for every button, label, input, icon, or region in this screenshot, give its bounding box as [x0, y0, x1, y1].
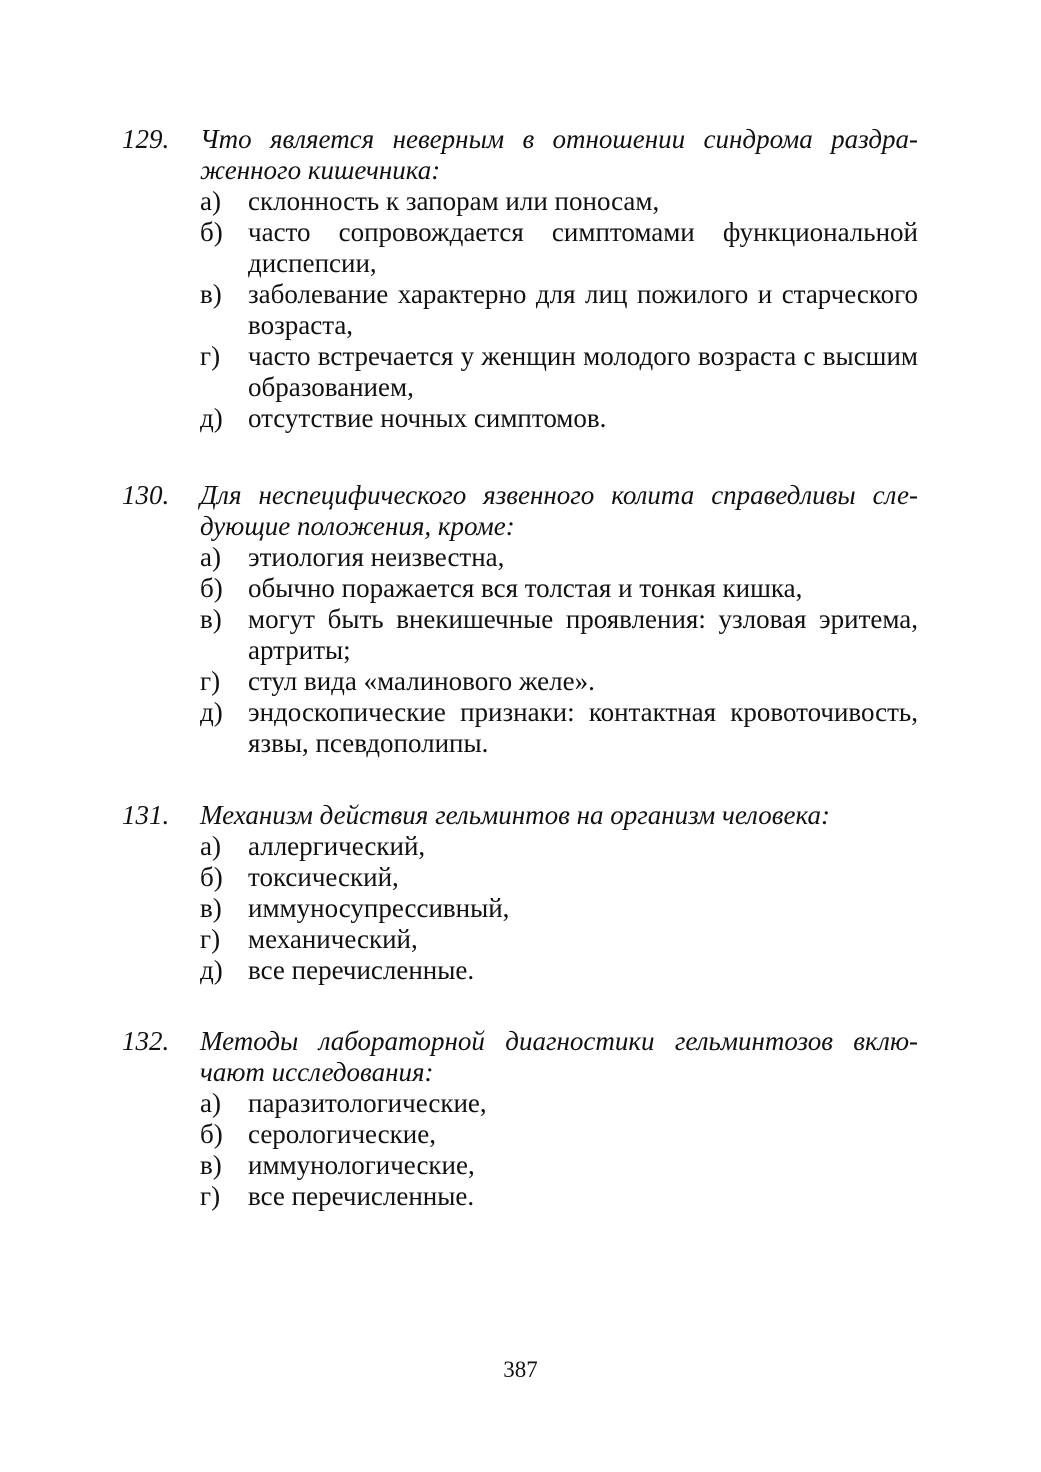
- question-132: [122, 1026, 918, 1212]
- option-b: [122, 1119, 918, 1150]
- option-letter: а): [200, 542, 221, 572]
- option-v: [122, 893, 918, 924]
- question-text: Методы лабораторной диагностики гельминтозов включают исследования:: [200, 1026, 918, 1087]
- option-text: часто встречается у женщин молодого возраста с высшим образованием,: [248, 341, 918, 402]
- option-text: стул вида «малинового желе».: [248, 666, 595, 696]
- question-stem: [122, 124, 918, 186]
- answer-options: [122, 831, 918, 986]
- option-letter: б): [200, 217, 223, 247]
- question-text: Механизм действия гельминтов на организм человека:: [200, 800, 830, 830]
- question-129: [122, 124, 918, 434]
- option-text: эндоскопические признаки: контактная кровоточивость, язвы, псевдополипы.: [248, 697, 918, 758]
- option-text: этиология неизвестна,: [248, 542, 505, 572]
- option-text: иммунологические,: [248, 1150, 475, 1180]
- option-letter: а): [200, 1088, 221, 1118]
- option-text: токсический,: [248, 862, 399, 892]
- option-letter: а): [200, 186, 221, 216]
- option-letter: б): [200, 1119, 223, 1149]
- option-b: [122, 573, 918, 604]
- question-number: 129.: [122, 124, 170, 154]
- option-text: механический,: [248, 924, 418, 954]
- option-letter: г): [200, 341, 221, 371]
- page-number: 387: [503, 1357, 538, 1382]
- option-g: [122, 924, 918, 955]
- option-letter: д): [200, 403, 223, 433]
- option-a: [122, 1088, 918, 1119]
- option-text: все перечисленные.: [248, 955, 475, 985]
- option-letter: в): [200, 1150, 222, 1180]
- option-g: [122, 666, 918, 697]
- option-letter: б): [200, 573, 223, 603]
- option-a: [122, 186, 918, 217]
- option-text: аллергический,: [248, 831, 426, 861]
- option-d: [122, 697, 918, 759]
- option-letter: д): [200, 955, 223, 985]
- question-text: Что является неверным в отношении синдрома раздраженного кишечника:: [200, 124, 918, 185]
- option-letter: в): [200, 893, 222, 923]
- question-130: [122, 480, 918, 759]
- option-text: серологические,: [248, 1119, 436, 1149]
- option-text: заболевание характерно для лиц пожилого и старческого возраста,: [248, 279, 918, 340]
- option-g: [122, 341, 918, 403]
- option-letter: г): [200, 1181, 221, 1211]
- question-text: Для неспецифического язвенного колита справедливы следующие положения, кроме:: [200, 480, 918, 541]
- option-letter: б): [200, 862, 223, 892]
- question-131: [122, 800, 918, 986]
- option-text: паразитологические,: [248, 1088, 487, 1118]
- answer-options: [122, 186, 918, 434]
- answer-options: [122, 1088, 918, 1212]
- option-a: [122, 831, 918, 862]
- option-letter: д): [200, 697, 223, 727]
- option-v: [122, 1150, 918, 1181]
- question-number: 132.: [122, 1026, 170, 1056]
- option-text: склонность к запорам или поносам,: [248, 186, 660, 216]
- question-number: 131.: [122, 800, 170, 830]
- option-text: обычно поражается вся толстая и тонкая кишка,: [248, 573, 803, 603]
- answer-options: [122, 542, 918, 759]
- option-letter: г): [200, 666, 221, 696]
- option-text: могут быть внекишечные проявления: узловая эритема, артриты;: [248, 604, 918, 665]
- option-text: часто сопровождается симптомами функциональной диспепсии,: [248, 217, 918, 278]
- option-letter: г): [200, 924, 221, 954]
- option-d: [122, 403, 918, 434]
- option-text: отсутствие ночных симптомов.: [248, 403, 607, 433]
- question-stem: [122, 800, 918, 831]
- option-letter: в): [200, 279, 222, 309]
- option-b: [122, 217, 918, 279]
- question-stem: [122, 480, 918, 542]
- question-number: 130.: [122, 480, 170, 510]
- option-text: иммуносупрессивный,: [248, 893, 510, 923]
- option-text: все перечисленные.: [248, 1181, 475, 1211]
- option-a: [122, 542, 918, 573]
- option-letter: а): [200, 831, 221, 861]
- option-d: [122, 955, 918, 986]
- option-letter: в): [200, 604, 222, 634]
- question-stem: [122, 1026, 918, 1088]
- option-v: [122, 604, 918, 666]
- option-v: [122, 279, 918, 341]
- option-g: [122, 1181, 918, 1212]
- option-b: [122, 862, 918, 893]
